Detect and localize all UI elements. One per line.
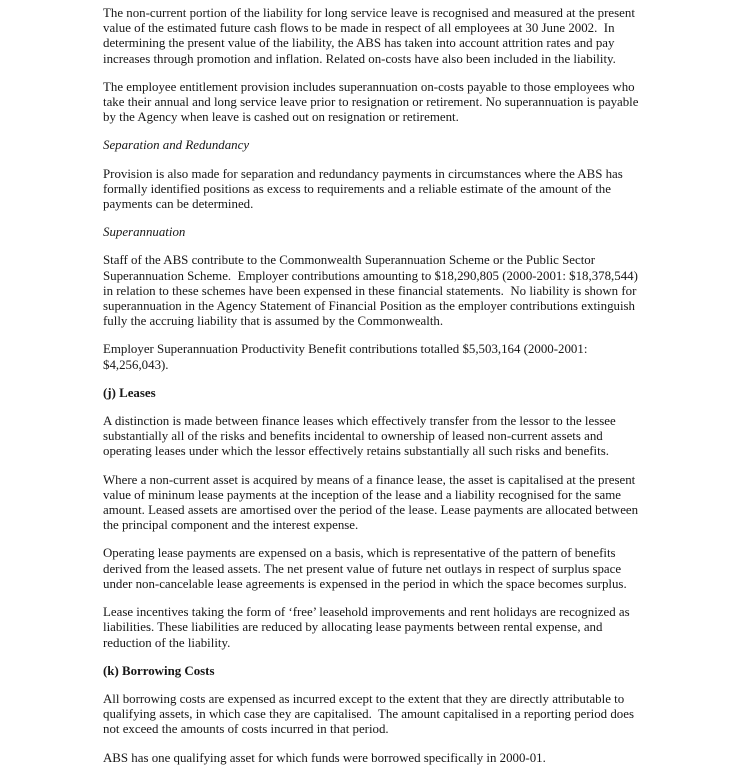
para-productivity-benefit-contributions: Employer Superannuation Productivity Benefit contributions totalled $5,503,164 (2000-2001: $4,256,043). xyxy=(103,342,591,372)
para-long-service-leave-liability: The non-current portion of the liability for long service leave is recognised and measured at the present value of the estimated future cash flows to be made in respect of all employees at 30 June 2002. In determining the present value of the liability, the ABS has taken into account attrition rates and pay increases through promotion and inflation. Related on-costs have also been included in the liability. xyxy=(103,6,639,66)
document-content xyxy=(103,6,641,766)
para-borrowing-costs-expensed: All borrowing costs are expensed as incurred except to the extent that they are directly attributable to qualifying assets, in which case they are capitalised. The amount capitalised in a reporting period does not exceed the amounts of costs incurred in that period. xyxy=(103,691,638,737)
para-superannuation-schemes: Staff of the ABS contribute to the Commonwealth Superannuation Scheme or the Public Sector Superannuation Scheme. Employer contributions amounting to $18,290,805 (2000-2001: $18,378,544) in relation to these schemes have been expensed in these financial statements. No liability is shown for superannuation in the Agency Statement of Financial Position as the employer contributions extinguish fully the accruing liability that is assumed by the Commonwealth. xyxy=(103,253,642,329)
heading-superannuation: Superannuation xyxy=(103,225,186,240)
para-separation-redundancy-provision: Provision is also made for separation and redundancy payments in circumstances where the ABS has formally identified positions as excess to requirements and a reliable estimate of the amount of the payments can be determined. xyxy=(103,166,627,212)
heading-separation-and-redundancy: Separation and Redundancy xyxy=(103,138,250,153)
para-operating-lease-payments: Operating lease payments are expensed on a basis, which is representative of the pattern of benefits derived from the leased assets. The net present value of future net outlays in respect of surplus space under non-cancelable lease agreements is expensed in the period in which the space becomes surplus. xyxy=(103,546,627,591)
para-qualifying-asset: ABS has one qualifying asset for which funds were borrowed specifically in 2000-01. xyxy=(103,750,546,765)
heading-j-leases: (j) Leases xyxy=(103,385,156,400)
heading-k-borrowing-costs: (k) Borrowing Costs xyxy=(103,663,215,678)
para-employee-entitlement-provision: The employee entitlement provision includes superannuation on-costs payable to those employees who take their annual and long service leave prior to resignation or retirement. No superannuation is payable by the Agency when leave is cashed out on resignation or retirement. xyxy=(103,79,642,125)
para-lease-incentives: Lease incentives taking the form of ‘free’ leasehold improvements and rent holidays are recognized as liabilities. These liabilities are reduced by allocating lease payments between rental expense, and reduction of the liability. xyxy=(103,605,633,650)
para-finance-vs-operating-leases: A distinction is made between finance leases which effectively transfer from the lessor to the lessee substantially all of the risks and benefits incidental to ownership of leased non-current assets and operating leases under which the lessor effectively retains substantially all such risks and benefits. xyxy=(103,414,619,459)
para-finance-lease-capitalisation: Where a non-current asset is acquired by means of a finance lease, the asset is capitalised at the present value of mininum lease payments at the inception of the lease and a liability recognised for the same amount. Leased assets are amortised over the period of the lease. Lease payments are allocated between the principal component and the interest expense. xyxy=(103,472,642,533)
